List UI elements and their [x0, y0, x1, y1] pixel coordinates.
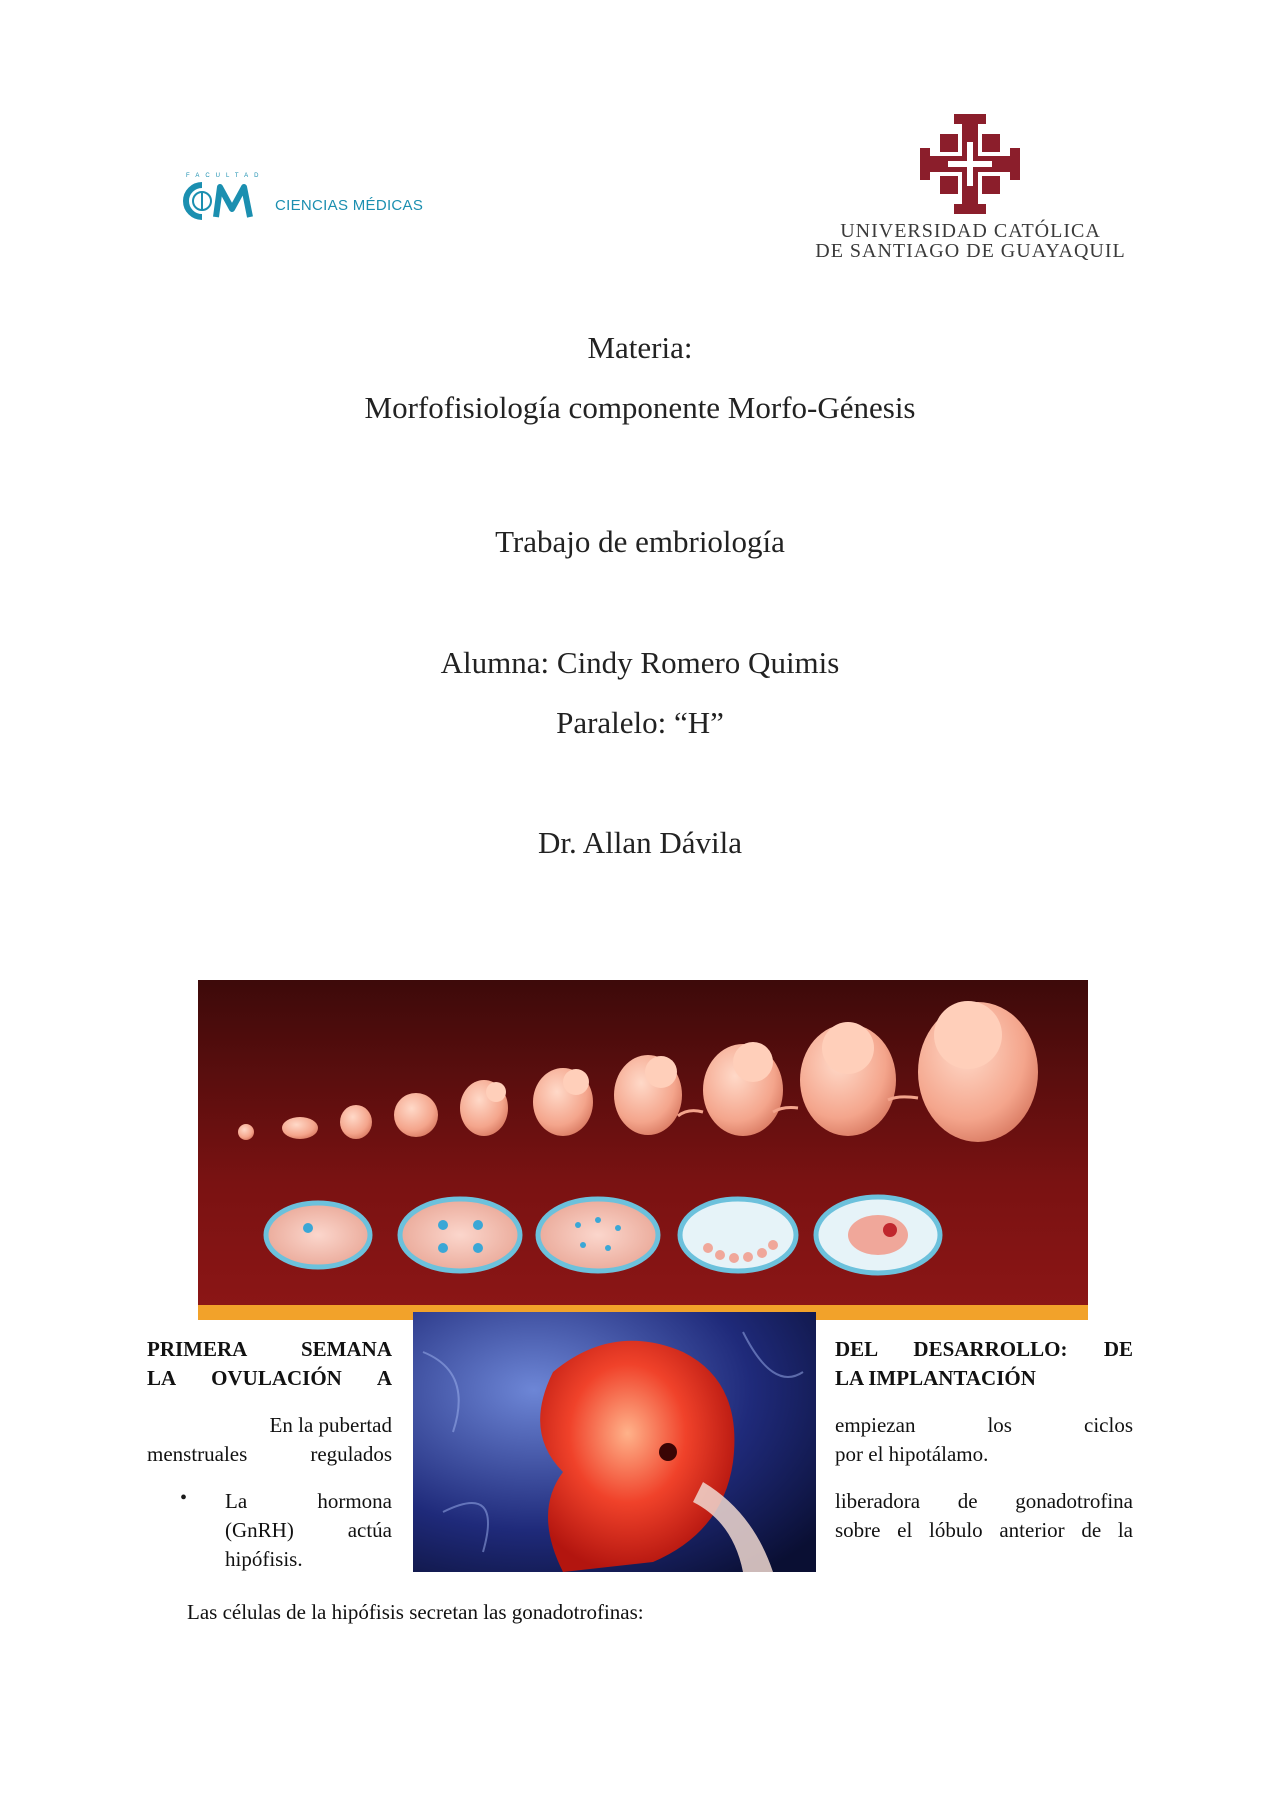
- cell-stage-3-icon: [538, 1199, 658, 1271]
- heading-left-full: [0, 0, 1, 1]
- work-title: Trabajo de embriología: [495, 524, 785, 559]
- embryo-photo: [413, 1312, 816, 1572]
- bullet-right-line2: sobre el lóbulo anterior de la: [835, 1518, 1133, 1542]
- heading-left-line1: PRIMERA SEMANA: [147, 1337, 392, 1361]
- bullet-left-line1: La hormona: [225, 1489, 392, 1513]
- materia-name: Morfofisiología componente Morfo-Génesis: [364, 390, 916, 425]
- teacher-name: Dr. Allan Dávila: [537, 825, 743, 860]
- materia-label: Materia:: [587, 330, 693, 365]
- cell-stage-2-icon: [400, 1199, 520, 1271]
- stage-4-icon: [394, 1093, 438, 1137]
- faculty-mark-text: [0, 0, 1, 1]
- faculty-logo: [180, 173, 440, 233]
- paragraph-left-line2: menstruales regulados: [147, 1442, 392, 1466]
- bullet-icon: •: [180, 1487, 188, 1509]
- heading-right-line1: DEL DESARROLLO: DE: [835, 1337, 1133, 1361]
- stage-1-icon: [238, 1124, 254, 1140]
- stage-3-icon: [340, 1105, 372, 1139]
- university-name-line1: UNIVERSIDAD CATÓLICA: [840, 220, 1101, 242]
- faculty-small-label: FACULTAD: [186, 173, 265, 179]
- embryo-development-banner: [198, 980, 1088, 1320]
- paragraph-right-line2: por el hipotálamo.: [835, 1442, 989, 1466]
- heading-right-line2: LA IMPLANTACIÓN: [835, 1366, 1036, 1390]
- student-name: Alumna: Cindy Romero Quimis: [440, 645, 840, 680]
- heading-left-line2: LA OVULACIÓN A: [147, 1366, 392, 1390]
- section-label: Paralelo: “H”: [556, 705, 724, 740]
- faculty-name: CIENCIAS MÉDICAS: [275, 197, 424, 214]
- university-name-line2: DE SANTIAGO DE GUAYAQUIL: [815, 240, 1126, 262]
- bullet-left-line3: hipófisis.: [225, 1547, 303, 1571]
- closing-paragraph: Las células de la hipófisis secretan las gonadotrofinas:: [187, 1600, 644, 1624]
- paragraph-left-line1: En la pubertad: [269, 1413, 392, 1437]
- cell-stage-1-icon: [266, 1203, 370, 1267]
- bullet-right-line1: liberadora de gonadotrofina: [835, 1489, 1133, 1513]
- stage-2-icon: [282, 1117, 318, 1139]
- university-cross-icon: [918, 112, 1022, 216]
- paragraph-right-line1: empiezan los ciclos: [835, 1413, 1133, 1437]
- cm-mark-icon: [180, 181, 270, 221]
- bullet-left-line2: (GnRH) actúa: [225, 1518, 392, 1542]
- university-logo: [808, 112, 1133, 267]
